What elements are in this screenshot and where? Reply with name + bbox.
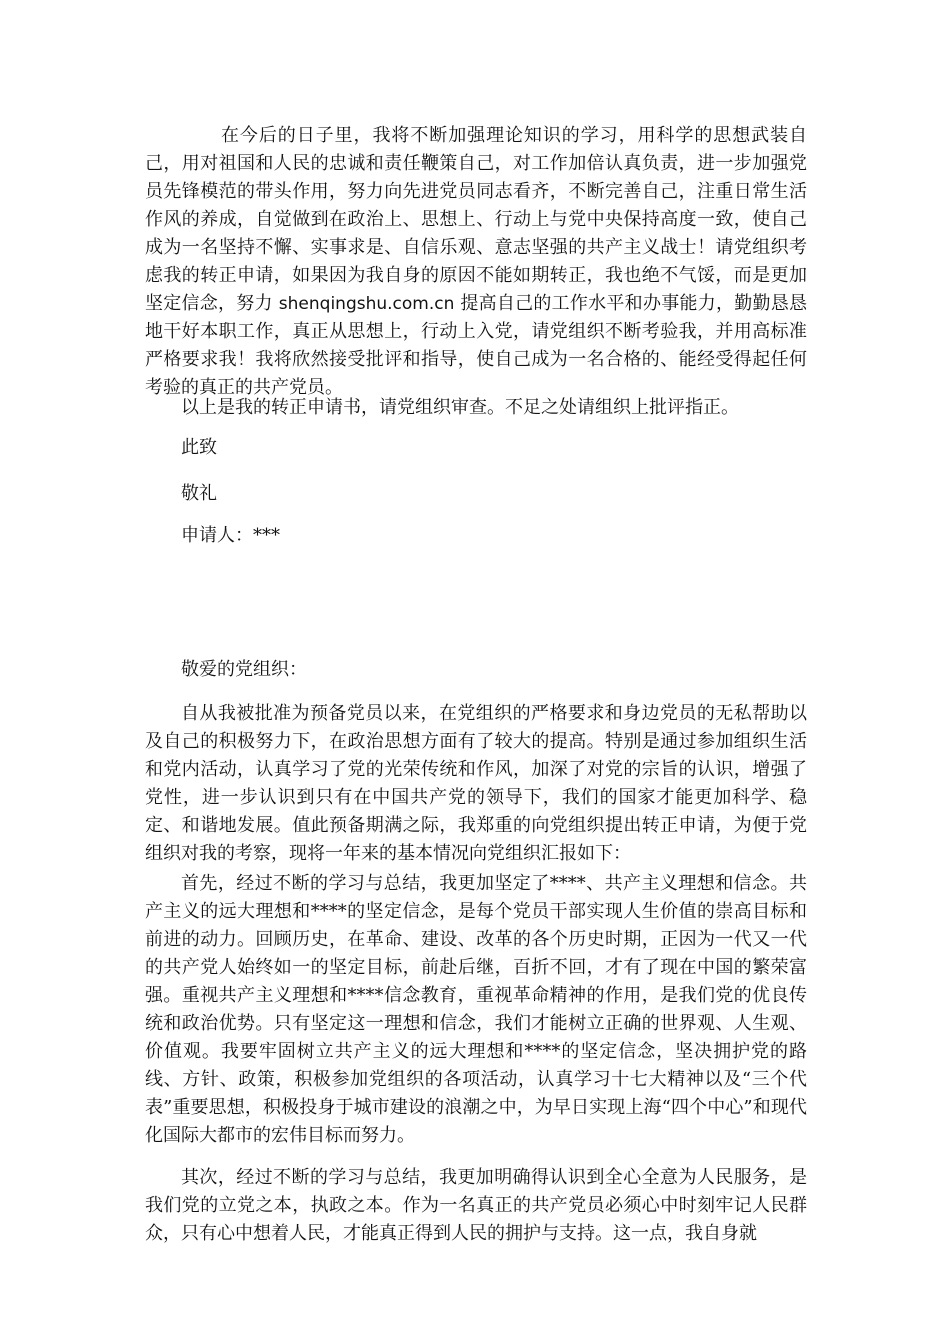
applicant-signature: 申请人：*** — [181, 525, 280, 546]
salutation-jingli: 敬礼 — [181, 483, 217, 504]
website-text: shenqingshu.com.cn — [278, 294, 455, 314]
salutation-cizhi: 此致 — [181, 437, 217, 458]
paragraph-commitment — [145, 122, 807, 402]
closing-line: 以上是我的转正申请书，请党组织审查。不足之处请组织上批评指正。 — [181, 397, 739, 418]
greeting: 敬爱的党组织： — [181, 659, 307, 680]
paragraph-firstly: 首先，经过不断的学习与总结，我更加坚定了****、共产主义理想和信念。共产主义的远大理想和****的坚定信念，是每个党员干部实现人生价值的崇高目标和前进的动力。回顾历史，在革命、建设、改革的各个历史时期，正因为一代又一代的共产党人始终如一的坚定目标，前赴后继，百折不回，才有了现在中国的繁荣富强。重视共产主义理想和****信念教育，重视革命精神的作用，是我们党的优良传统和政治优势。只有坚定这一理想和信念，我们才能树立正确的世界观、人生观、价值观。我要牢固树立共产主义的远大理想和****的坚定信念，坚决拥护党的路线、方针、政策，积极参加党组织的各项活动，认真学习十七大精神以及“三个代表”重要思想，积极投身于城市建设的浪潮之中，为早日实现上海“四个中心”和现代化国际大都市的宏伟目标而努力。 — [145, 873, 807, 1146]
paragraph-commitment-part1: 在今后的日子里，我将不断加强理论知识的学习，用科学的思想武装自己，用对祖国和人民的忠诚和责任鞭策自己，对工作加倍认真负责，进一步加强党员先锋模范的带头作用，努力向先进党员同志看齐，不断完善自己，注重日常生活作风的养成，自觉做到在政治上、思想上、行动上与党中央保持高度一致，使自己成为一名坚持不懈、实事求是、自信乐观、意志坚强的共产主义战士！请党组织考虑我的转正申请，如果因为我自身的原因不能如期转正，我也绝不气馁，而是更加坚定信念，努力 — [145, 125, 807, 314]
paragraph-commitment-part2: 提高自己的工作水平和办事能力，勤勤恳恳地干好本职工作，真正从思想上，行动上入党，请党组织不断考验我，并用高标准严格要求我！我将欣然接受批评和指导，使自己成为一名合格的、能经受得起任何考验的真正的共产党员。 — [145, 293, 807, 398]
paragraph-secondly: 其次，经过不断的学习与总结，我更加明确得认识到全心全意为人民服务，是我们党的立党之本，执政之本。作为一名真正的共产党员必须心中时刻牢记人民群众，只有心中想着人民，才能真正得到人民的拥护与支持。这一点，我自身就 — [145, 1167, 807, 1244]
paragraph-introduction: 自从我被批准为预备党员以来，在党组织的严格要求和身边党员的无私帮助以及自己的积极努力下，在政治思想方面有了较大的提高。特别是通过参加组织生活和党内活动，认真学习了党的光荣传统和作风，加深了对党的宗旨的认识，增强了党性，进一步认识到只有在中国共产党的领导下，我们的国家才能更加科学、稳定、和谐地发展。值此预备期满之际，我郑重的向党组织提出转正申请，为便于党组织对我的考察，现将一年来的基本情况向党组织汇报如下： — [145, 703, 807, 864]
